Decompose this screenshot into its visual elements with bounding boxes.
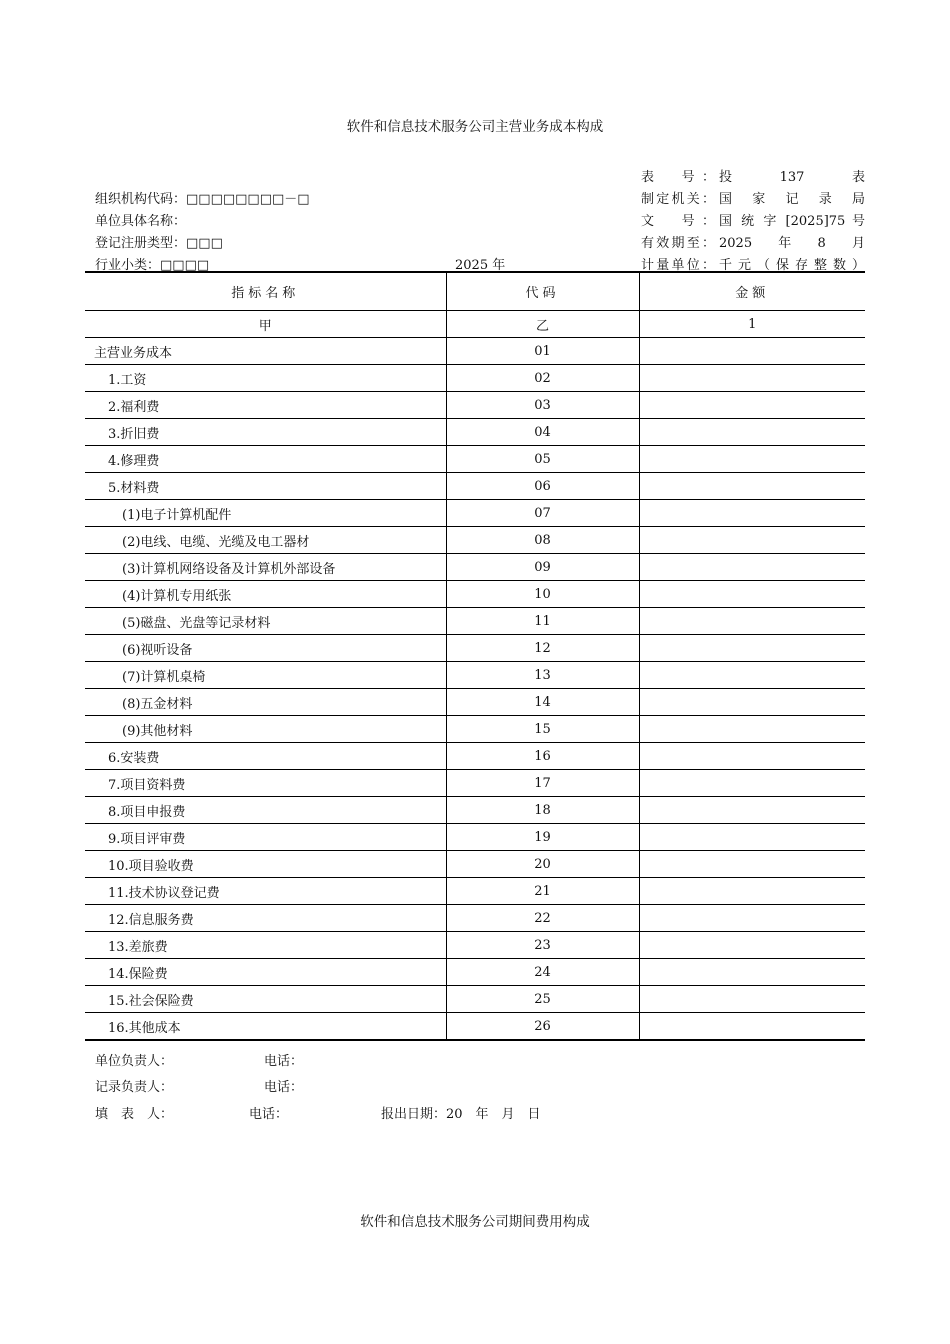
row-code: 19 [446,824,639,851]
row-code: 21 [446,878,639,905]
industry-label: 行业小类： [95,258,161,273]
row-amount-input[interactable] [639,392,865,419]
row-name: 16.其他成本 [108,1020,181,1036]
industry-value: □□□□ [160,258,210,273]
table-row [85,635,865,662]
row-name-cell [85,878,446,905]
row-amount-input[interactable] [639,473,865,500]
row-code: 01 [446,338,639,365]
row-name: 2.福利费 [108,399,160,415]
row-name: 5.材料费 [108,480,160,496]
row-name-cell [85,338,446,365]
row-name: 11.技术协议登记费 [108,885,220,901]
row-name: 15.社会保险费 [108,993,194,1009]
row-amount-input[interactable] [639,446,865,473]
unit-head-phone-label: 电话： [264,1054,304,1069]
row-name: 3.折旧费 [108,426,160,442]
row-amount-input[interactable] [639,932,865,959]
row-name-cell [85,581,446,608]
issuer-value: 国 家 记 录 局 [719,192,865,207]
table-header-row [85,272,865,311]
row-name-cell [85,824,446,851]
row-name-cell [85,905,446,932]
table-row [85,554,865,581]
unit-measure-value: 千 元 （ 保 存 整 数 ） [719,258,865,273]
row-code: 22 [446,905,639,932]
row-name: 10.项目验收费 [108,858,194,874]
table-row [85,392,865,419]
row-name: (6)视听设备 [122,642,193,658]
row-name-cell [85,689,446,716]
header-amount: 金额 [639,272,865,311]
report-year: 2025 年 [455,258,506,273]
subheader-code: 乙 [446,311,639,338]
form-number-value: 投 137 表 [719,170,865,185]
row-code: 09 [446,554,639,581]
doc-number-value: 国 统 字 [2025]75 号 [719,214,865,229]
row-amount-input[interactable] [639,581,865,608]
row-amount-input[interactable] [639,716,865,743]
row-name: 9.项目评审费 [108,831,186,847]
filler-phone-label: 电话： [249,1107,289,1122]
valid-until-label: 有效期至： [641,236,715,251]
table-row [85,743,865,770]
next-section-title: 软件和信息技术服务公司期间费用构成 [360,1214,590,1230]
row-name-cell [85,392,446,419]
row-code: 03 [446,392,639,419]
row-code: 10 [446,581,639,608]
row-code: 15 [446,716,639,743]
row-amount-input[interactable] [639,419,865,446]
table-row [85,419,865,446]
row-name: 6.安装费 [108,750,160,766]
unit-measure-label: 计量单位： [641,258,715,273]
table-row [85,689,865,716]
report-date: 报出日期：20 年 月 日 [381,1107,541,1122]
table-row [85,770,865,797]
row-name-cell [85,635,446,662]
row-name: 4.修理费 [108,453,160,469]
row-name-cell [85,608,446,635]
row-name: 13.差旅费 [108,939,168,955]
row-code: 25 [446,986,639,1013]
org-code-label: 组织机构代码： [95,192,187,207]
row-code: 11 [446,608,639,635]
row-name-cell [85,716,446,743]
row-code: 14 [446,689,639,716]
header-name: 指标名称 [85,272,446,311]
row-name-cell [85,554,446,581]
table-row [85,959,865,986]
reg-type-label: 登记注册类型： [95,236,187,251]
form-number-label: 表 号： [641,170,715,185]
row-code: 17 [446,770,639,797]
row-name-cell [85,446,446,473]
row-amount-input[interactable] [639,824,865,851]
row-name: (1)电子计算机配件 [122,507,232,523]
table-row [85,608,865,635]
reg-type-value: □□□ [186,236,223,251]
row-amount-input[interactable] [639,905,865,932]
table-row [85,797,865,824]
row-amount-input[interactable] [639,959,865,986]
row-amount-input[interactable] [639,770,865,797]
table-row [85,824,865,851]
row-code: 18 [446,797,639,824]
row-code: 05 [446,446,639,473]
table-row [85,662,865,689]
subheader-amount: 1 [639,311,865,338]
table-row [85,716,865,743]
row-amount-input[interactable] [639,797,865,824]
table-row [85,473,865,500]
row-name: 7.项目资料费 [108,777,186,793]
row-amount-input[interactable] [639,878,865,905]
row-name: 主营业务成本 [94,345,173,361]
reg-type-line [95,232,223,251]
header-code: 代码 [446,272,639,311]
table-row [85,905,865,932]
row-code: 12 [446,635,639,662]
row-code: 07 [446,500,639,527]
row-name: 12.信息服务费 [108,912,194,928]
unit-name-label: 单位具体名称： [95,214,187,229]
unit-head-label: 单位负责人： [95,1054,174,1069]
record-head-phone-label: 电话： [264,1080,304,1095]
row-name-cell [85,419,446,446]
table-row [85,851,865,878]
org-code-line [95,188,310,207]
row-name-cell [85,743,446,770]
row-name-cell [85,797,446,824]
table-row [85,986,865,1013]
row-name: (5)磁盘、光盘等记录材料 [122,615,271,631]
row-name-cell [85,959,446,986]
unit-name-line [95,210,186,229]
row-code: 24 [446,959,639,986]
row-amount-input[interactable] [639,986,865,1013]
row-code: 20 [446,851,639,878]
row-amount-input[interactable] [639,554,865,581]
row-name-cell [85,851,446,878]
row-code: 26 [446,1013,639,1041]
row-name: (2)电线、电缆、光缆及电工器材 [122,534,310,550]
table-row [85,527,865,554]
row-name: (4)计算机专用纸张 [122,588,232,604]
row-amount-input[interactable] [639,689,865,716]
row-name: (3)计算机网络设备及计算机外部设备 [122,561,336,577]
row-name-cell [85,770,446,797]
row-name: (8)五金材料 [122,696,193,712]
row-name-cell [85,932,446,959]
row-amount-input[interactable] [639,1013,865,1041]
table-row [85,446,865,473]
row-code: 02 [446,365,639,392]
table-row [85,338,865,365]
row-amount-input[interactable] [639,527,865,554]
org-code-value: □□□□□□□□－□ [186,192,310,207]
row-code: 06 [446,473,639,500]
row-name: (9)其他材料 [122,723,193,739]
cost-table [85,271,865,1041]
table-row [85,365,865,392]
row-amount-input[interactable] [639,743,865,770]
row-name-cell [85,473,446,500]
record-head-label: 记录负责人： [95,1080,174,1095]
row-amount-input[interactable] [639,338,865,365]
table-row [85,500,865,527]
row-code: 08 [446,527,639,554]
row-amount-input[interactable] [639,500,865,527]
filler-label: 填 表 人： [95,1107,174,1122]
subheader-name: 甲 [85,311,446,338]
row-name: (7)计算机桌椅 [122,669,206,685]
table-row [85,581,865,608]
row-code: 13 [446,662,639,689]
row-amount-input[interactable] [639,608,865,635]
table-subheader-row [85,311,865,338]
row-amount-input[interactable] [639,635,865,662]
row-name-cell [85,500,446,527]
row-name: 8.项目申报费 [108,804,186,820]
row-name-cell [85,662,446,689]
row-name-cell [85,986,446,1013]
page-title: 软件和信息技术服务公司主营业务成本构成 [346,119,604,135]
row-amount-input[interactable] [639,365,865,392]
row-code: 16 [446,743,639,770]
row-amount-input[interactable] [639,662,865,689]
issuer-label: 制定机关： [641,192,715,207]
table-row [85,1013,865,1041]
valid-until-value: 2025 年 8 月 [719,236,865,251]
row-name-cell [85,1013,446,1041]
doc-number-label: 文 号： [641,214,715,229]
row-amount-input[interactable] [639,851,865,878]
table-row [85,878,865,905]
row-name-cell [85,365,446,392]
row-name-cell [85,527,446,554]
row-code: 04 [446,419,639,446]
row-code: 23 [446,932,639,959]
row-name: 1.工资 [108,372,147,388]
table-row [85,932,865,959]
row-name: 14.保险费 [108,966,168,982]
